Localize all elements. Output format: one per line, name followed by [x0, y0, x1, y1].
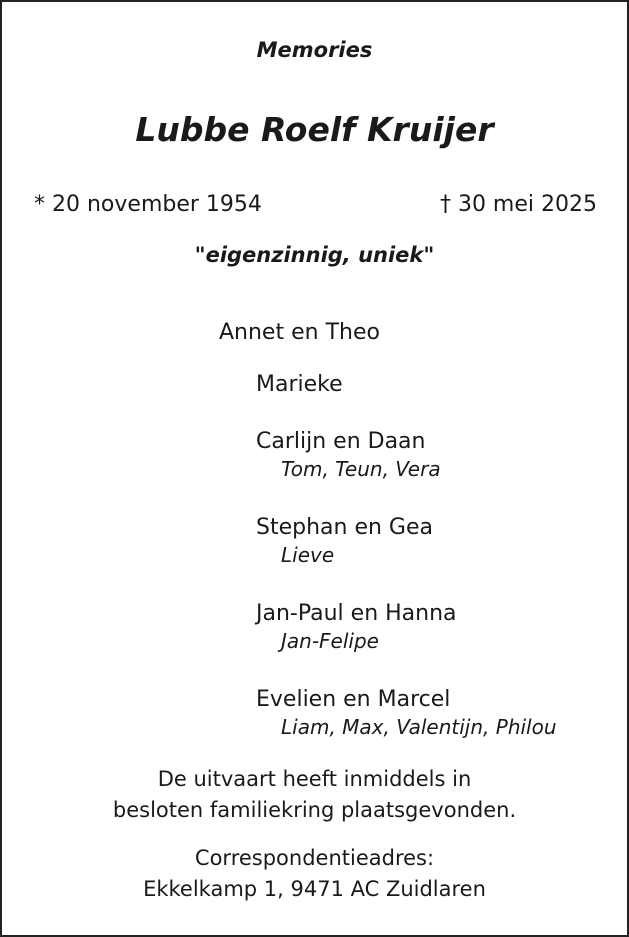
grandchildren: Lieve	[281, 543, 335, 567]
family-entry	[256, 685, 557, 771]
family-member: Evelien en Marcel	[256, 687, 451, 712]
family-entry	[256, 370, 557, 427]
card-header: Memories	[256, 38, 373, 62]
correspondence-address	[2, 843, 627, 905]
family-member: Jan-Paul en Hanna	[256, 601, 457, 626]
family-member: Marieke	[256, 372, 343, 397]
motto: "eigenzinnig, uniek"	[194, 243, 435, 267]
grandchildren: Liam, Max, Valentijn, Philou	[281, 715, 557, 739]
grandchildren: Tom, Teun, Vera	[281, 457, 441, 481]
death-date: † 30 mei 2025	[439, 192, 597, 217]
deceased-name: Lubbe Roelf Kruijer	[135, 110, 494, 149]
birth-date: * 20 november 1954	[34, 192, 262, 217]
address-label: Correspondentieadres:	[194, 846, 435, 870]
parents: Annet en Theo	[219, 320, 380, 345]
family-list	[256, 370, 557, 771]
funeral-notice-line: besloten familiekring plaatsgevonden.	[112, 798, 517, 822]
funeral-notice-line: De uitvaart heeft inmiddels in	[157, 767, 472, 791]
funeral-notice	[2, 764, 627, 826]
family-entry	[256, 599, 557, 685]
family-entry	[256, 513, 557, 599]
address-value: Ekkelkamp 1, 9471 AC Zuidlaren	[143, 877, 486, 901]
family-member: Carlijn en Daan	[256, 429, 426, 454]
grandchildren: Jan-Felipe	[281, 629, 379, 653]
family-entry	[256, 427, 557, 513]
family-member: Stephan en Gea	[256, 515, 433, 540]
